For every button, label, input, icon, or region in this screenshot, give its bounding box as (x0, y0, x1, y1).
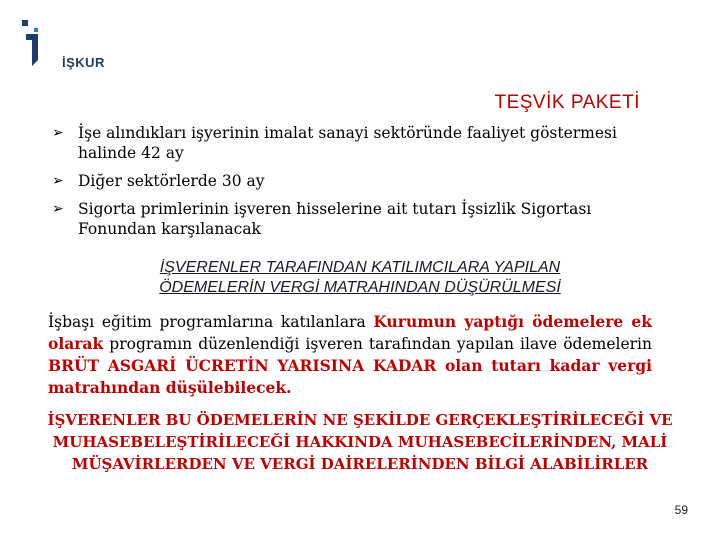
paragraph-highlight: Kurumun yaptığı ödemelere ek olarak (48, 312, 652, 353)
list-item (52, 199, 672, 239)
section-subheading (60, 258, 660, 298)
arrow-bullet-icon: ➢ (52, 125, 64, 141)
bullet-text: İşe alındıkları işyerinin imalat sanayi sektöründe faaliyet göstermesi halinde 42 ay (78, 124, 617, 162)
logo-text: İŞKUR (62, 55, 105, 70)
arrow-bullet-icon: ➢ (52, 173, 64, 189)
iskur-logo (22, 20, 112, 68)
paragraph-text: programın düzenlendiği işveren tarafından yapılan ilave ödemelerin (103, 335, 652, 353)
notice-text: İŞVERENLER BU ÖDEMELERİN NE ŞEKİLDE GERÇEKLEŞTİRİLECEĞİ VE MUHASEBELEŞTİRİLECEĞİ HAKKINDA MUHASEBECİLERİNDEN, MALİ MÜŞAVİRLERDEN VE VERGİ DAİRELERİNDEN BİLGİ ALABİLİRLER (47, 411, 673, 473)
paragraph-text: İşbaşı eğitim programlarına katılanlara (48, 313, 374, 331)
bullet-text: Diğer sektörlerde 30 ay (78, 172, 265, 190)
page-number: 59 (674, 503, 688, 517)
arrow-bullet-icon: ➢ (52, 201, 64, 217)
subheading-line: İŞVERENLER TARAFINDAN KATILIMCILARA YAPILAN (159, 259, 561, 276)
page-title: TEŞVİK PAKETİ (494, 92, 640, 113)
list-item (52, 171, 672, 191)
body-paragraph (48, 311, 652, 399)
bullet-list (52, 123, 672, 247)
list-item (52, 123, 672, 163)
paragraph-highlight: BRÜT ASGARİ ÜCRETİN YARISINA KADAR olan tutarı kadar vergi matrahından düşülebilecek. (48, 356, 652, 397)
bullet-text: Sigorta primlerinin işveren hisselerine ait tutarı İşsizlik Sigortası Fonundan karşılanacak (78, 200, 592, 238)
subheading-line: ÖDEMELERİN VERGİ MATRAHINDAN DÜŞÜRÜLMESİ (159, 279, 561, 296)
